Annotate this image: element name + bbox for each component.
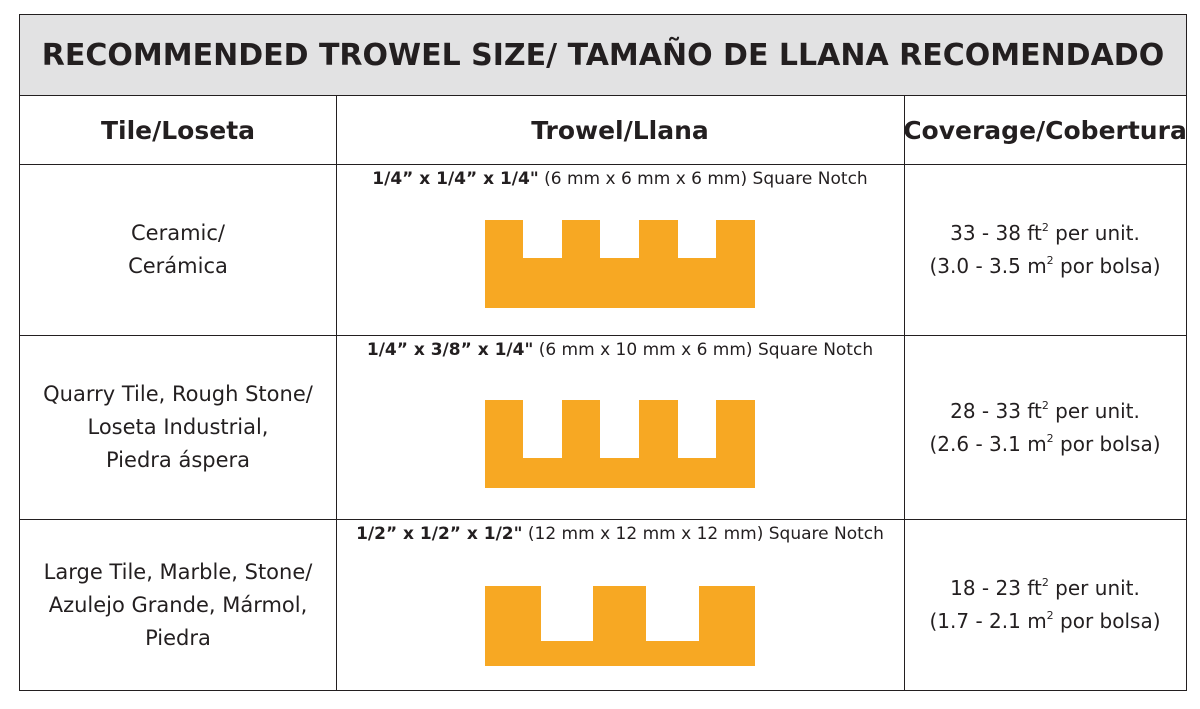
- tile-text: Azulejo Grande, Mármol,: [48, 592, 308, 617]
- trowel-size-metric: (6 mm x 6 mm x 6 mm) Square Notch: [538, 169, 868, 189]
- trowel-size-imperial: 1/4” x 3/8” x 1/4": [366, 340, 534, 360]
- trowel-size-text: [336, 169, 904, 189]
- coverage-metric: (1.7 - 2.1 $m^2$ por bolsa): [929, 609, 1161, 633]
- trowel-size-imperial: 1/2” x 1/2” x 1/2": [356, 524, 523, 544]
- coverage-cell: [904, 520, 1186, 690]
- tile-text: Cerámica: [128, 254, 228, 278]
- header-trowel-label: Trowel/Llana: [531, 115, 709, 145]
- tile-text: Large Tile, Marble, Stone/: [43, 559, 313, 584]
- header-tile: [20, 96, 336, 165]
- tile-text: Ceramic/: [131, 221, 225, 245]
- header-coverage-label: Coverage/Cobertura: [903, 115, 1187, 145]
- tile-cell: [20, 336, 336, 519]
- trowel-size-metric: (12 mm x 12 mm x 12 mm) Square Notch: [522, 524, 884, 544]
- trowel-cell: [336, 336, 904, 519]
- trowel-size-text: [336, 340, 904, 360]
- tile-text: Loseta Industrial,: [87, 415, 269, 439]
- trowel-cell: [336, 520, 904, 690]
- coverage-imperial: 33 - 38 $ft^2$ per unit.: [950, 221, 1140, 245]
- trowel-cell: [336, 165, 904, 335]
- tile-text: Piedra áspera: [105, 448, 251, 472]
- coverage-metric: (3.0 - 3.5 $m^2$ por bolsa): [929, 254, 1161, 278]
- tile-text: Quarry Tile, Rough Stone/: [43, 382, 313, 406]
- square-notch-trowel-icon: [336, 586, 904, 666]
- coverage-cell: [904, 165, 1186, 335]
- coverage-cell: [904, 336, 1186, 519]
- table-title: [20, 15, 1186, 96]
- coverage-metric: (2.6 - 3.1 $m^2$ por bolsa): [929, 431, 1161, 456]
- title-text: RECOMMENDED TROWEL SIZE/ TAMAÑO DE LLANA RECOMENDADO: [41, 37, 1165, 73]
- coverage-imperial: 28 - 33 $ft^2$ per unit.: [950, 398, 1140, 423]
- trowel-size-table: [19, 14, 1187, 691]
- square-notch-trowel-icon: [336, 220, 904, 308]
- table-row: [20, 520, 1186, 690]
- header-tile-label: Tile/Loseta: [100, 115, 256, 145]
- table-row: [20, 336, 1186, 520]
- trowel-size-imperial: 1/4” x 1/4” x 1/4": [372, 169, 539, 189]
- square-notch-trowel-icon: [336, 400, 904, 488]
- header-trowel: [336, 96, 904, 165]
- tile-cell: [20, 520, 336, 690]
- table-row: [20, 165, 1186, 336]
- tile-cell: [20, 165, 336, 335]
- header-coverage: [904, 96, 1186, 165]
- tile-text: Piedra: [145, 625, 211, 650]
- trowel-size-text: [336, 524, 904, 544]
- trowel-size-metric: (6 mm x 10 mm x 6 mm) Square Notch: [533, 340, 874, 360]
- coverage-imperial: 18 - 23 $ft^2$ per unit.: [950, 576, 1140, 600]
